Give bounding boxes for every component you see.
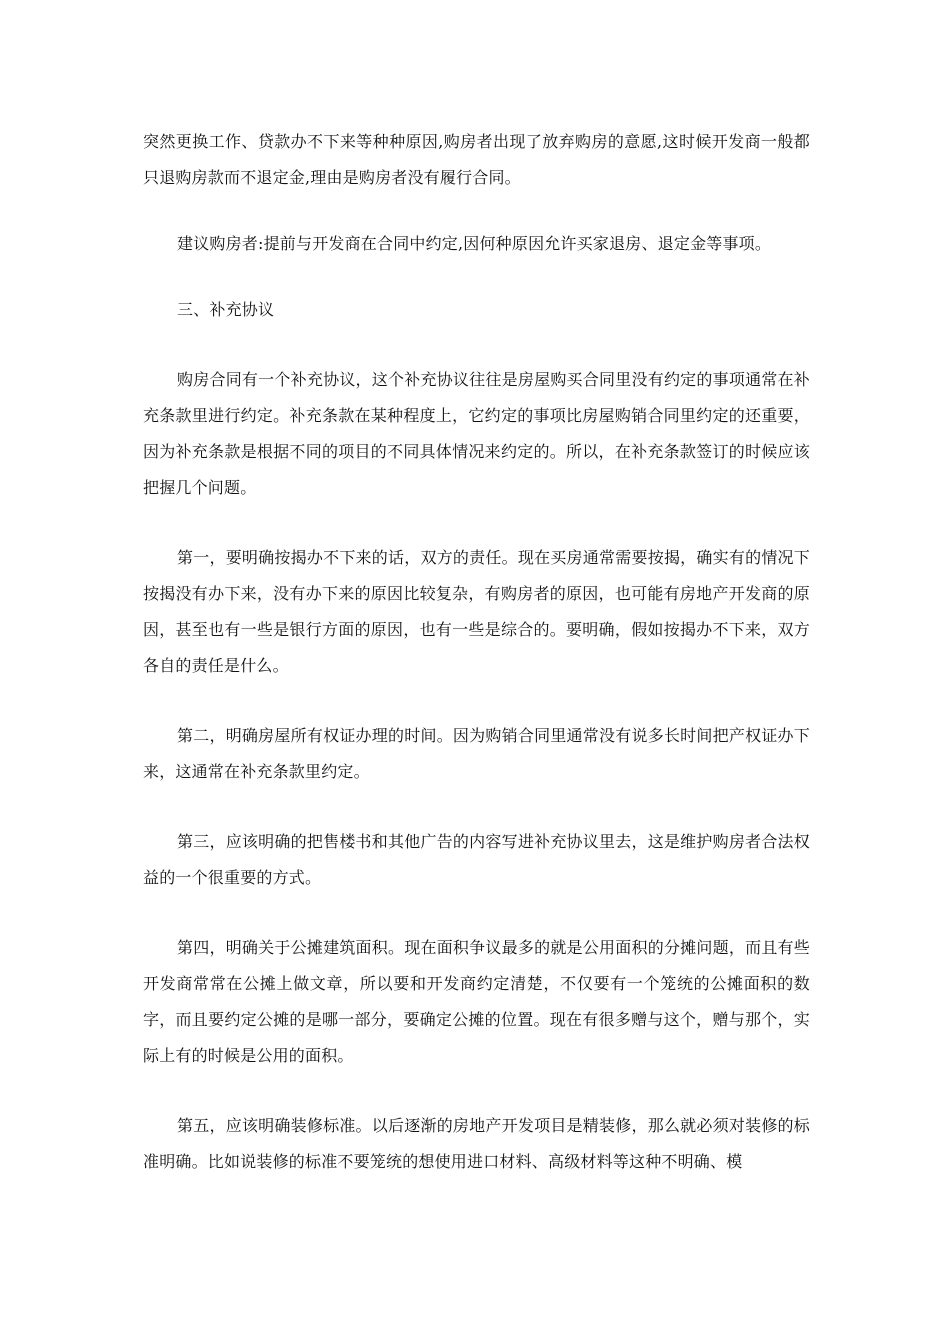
- paragraph-point-four: 第四，明确关于公摊建筑面积。现在面积争议最多的就是公用面积的分摊问题，而且有些开发商常常在公摊上做文章，所以要和开发商约定清楚，不仅要有一个笼统的公摊面积的数字，而且要约定公摊的是哪一部分，要确定公摊的位置。现在有很多赠与这个，赠与那个，实际上有的时候是公用的面积。: [143, 938, 810, 1065]
- paragraph-point-one: 第一，要明确按揭办不下来的话，双方的责任。现在买房通常需要按揭，确实有的情况下按揭没有办下来，没有办下来的原因比较复杂，有购房者的原因，也可能有房地产开发商的原因，甚至也有一些是银行方面的原因，也有一些是综合的。要明确，假如按揭办不下来，双方各自的责任是什么。: [143, 548, 810, 675]
- section-heading-supplementary-agreement: 三、补充协议: [177, 300, 275, 319]
- paragraph-point-two: 第二，明确房屋所有权证办理的时间。因为购销合同里通常没有说多长时间把产权证办下来，这通常在补充条款里约定。: [143, 726, 810, 781]
- paragraph-suggestion: 建议购房者:提前与开发商在合同中约定,因何种原因允许买家退房、退定金等事项。: [177, 234, 772, 253]
- document-page: [143, 124, 810, 1180]
- paragraph-supplementary-intro: 购房合同有一个补充协议，这个补充协议往往是房屋购买合同里没有约定的事项通常在补充条款里进行约定。补充条款在某种程度上，它约定的事项比房屋购销合同里约定的还重要，因为补充条款是根据不同的项目的不同具体情况来约定的。所以，在补充条款签订的时候应该把握几个问题。: [143, 370, 810, 497]
- paragraph-refund-reason: 突然更换工作、贷款办不下来等种种原因,购房者出现了放弃购房的意愿,这时候开发商一般都只退购房款而不退定金,理由是购房者没有履行合同。: [143, 132, 810, 187]
- paragraph-point-three: 第三，应该明确的把售楼书和其他广告的内容写进补充协议里去，这是维护购房者合法权益的一个很重要的方式。: [143, 832, 810, 887]
- paragraph-point-five: 第五，应该明确装修标准。以后逐渐的房地产开发项目是精装修，那么就必须对装修的标准明确。比如说装修的标准不要笼统的想使用进口材料、高级材料等这种不明确、模: [143, 1116, 810, 1171]
